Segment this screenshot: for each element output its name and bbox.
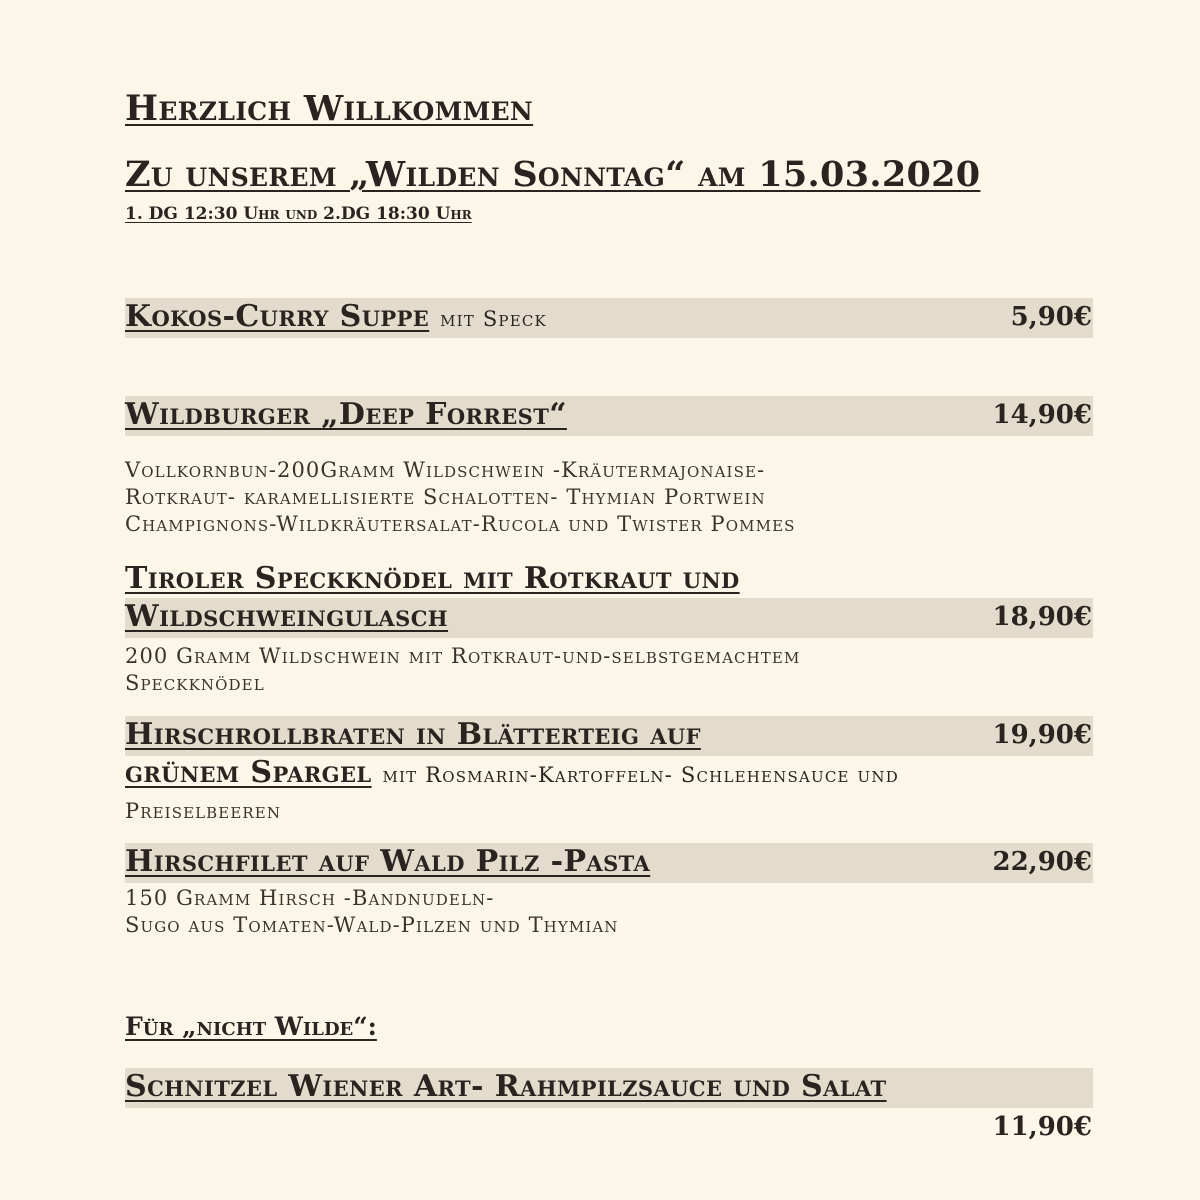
seating-times: 1. DG 12:30 Uhr und 2.DG 18:30 Uhr: [125, 204, 472, 224]
dish-name: Schnitzel Wiener Art- Rahmpilzsauce und Salat: [125, 1069, 887, 1104]
dish-wildburger: [125, 396, 567, 434]
dish-name-line1: Hirschrollbraten in Blätterteig auf: [125, 717, 701, 752]
dish-price: 11,90€: [992, 1112, 1092, 1142]
welcome-title: Herzlich Willkommen: [125, 88, 534, 129]
dish-price: 14,90€: [992, 400, 1092, 430]
description-line: Speckknödel: [125, 671, 265, 695]
dish-price: 18,90€: [992, 602, 1092, 632]
dish-note: mit Speck: [440, 307, 547, 331]
dish-description: [125, 457, 796, 538]
dish-name-line1: Tiroler Speckknödel mit Rotkraut und: [125, 561, 740, 596]
description-line: Vollkornbun-200Gramm Wildschwein -Kräutermajonaise-: [125, 458, 766, 482]
dish-tiroler-speckknoedel: [125, 560, 740, 636]
dish-price: 22,90€: [992, 847, 1092, 877]
dish-price: 19,90€: [992, 720, 1092, 750]
description-line: 150 Gramm Hirsch -Bandnudeln-: [125, 886, 495, 910]
dish-price: 5,90€: [1010, 302, 1092, 332]
dish-note: mit Rosmarin-Kartoffeln- Schlehensauce und: [382, 763, 899, 787]
dish-name-line2: Wildschweingulasch: [125, 599, 449, 634]
dish-hirschfilet: [125, 843, 650, 881]
dish-name: Kokos-Curry Suppe: [125, 299, 430, 334]
section-heading: Für „nicht Wilde“:: [125, 1012, 377, 1041]
dish-kokos-curry-suppe: [125, 298, 547, 338]
dish-hirschrollbraten: [125, 716, 899, 794]
dish-name-line2: grünem Spargel: [125, 755, 372, 790]
dish-name: Hirschfilet auf Wald Pilz -Pasta: [125, 844, 651, 879]
event-title: Zu unserem „Wilden Sonntag“ am 15.03.2020: [125, 154, 981, 195]
dish-description: [125, 643, 800, 697]
dish-schnitzel: [125, 1068, 887, 1106]
dish-description: [125, 885, 619, 939]
dish-description: [125, 798, 281, 825]
description-line: Sugo aus Tomaten-Wald-Pilzen und Thymian: [125, 913, 619, 937]
description-line: Champignons-Wildkräutersalat-Rucola und Twister Pommes: [125, 512, 796, 536]
description-line: Rotkraut- karamellisierte Schalotten- Thymian Portwein: [125, 485, 766, 509]
dish-name: Wildburger „Deep Forrest“: [125, 397, 567, 432]
description-line: Preiselbeeren: [125, 799, 282, 823]
description-line: 200 Gramm Wildschwein mit Rotkraut-und-selbstgemachtem: [125, 644, 801, 668]
